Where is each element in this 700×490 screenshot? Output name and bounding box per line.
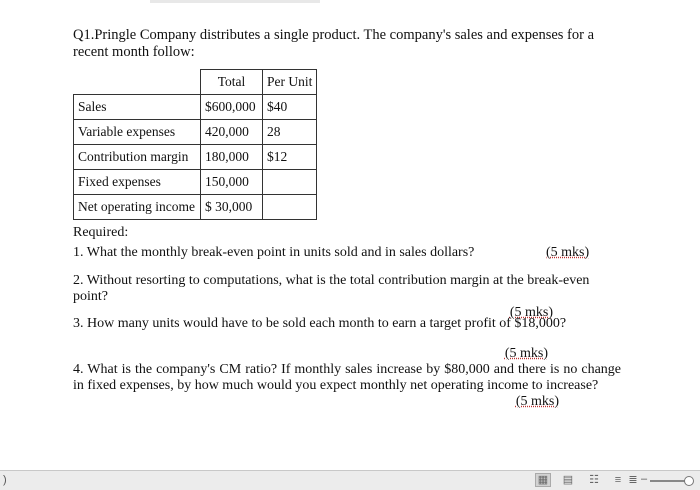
row-total: 150,000 — [201, 170, 263, 195]
question-2-marks: (5 mks) — [509, 305, 553, 320]
question-2-text: 2. Without resorting to computations, what is the total contribution margin at the break-even point? — [73, 273, 590, 304]
status-bar — [0, 470, 700, 490]
question-title: Q1.Pringle Company distributes a single product. The company's sales and expenses for a recent month follow: — [73, 27, 595, 60]
full-screen-reading-icon[interactable]: ▤ — [562, 474, 574, 486]
question-1 — [73, 245, 618, 261]
print-layout-icon[interactable]: ▦ — [535, 473, 551, 487]
table-row — [74, 195, 317, 220]
question-1-text: 1. What the monthly break-even point in units sold and in sales dollars? — [73, 245, 475, 260]
table-row — [74, 95, 317, 120]
table-row — [74, 170, 317, 195]
question-1-marks: (5 mks) — [546, 245, 590, 260]
header-blank-cell — [74, 70, 201, 95]
row-total: 180,000 — [201, 145, 263, 170]
row-per-unit: 28 — [263, 120, 317, 145]
header-total: Total — [201, 70, 263, 95]
required-label: Required: — [73, 225, 129, 240]
question-2 — [73, 273, 623, 321]
table-header-row — [74, 70, 317, 95]
row-total: $600,000 — [201, 95, 263, 120]
row-label: Fixed expenses — [74, 170, 201, 195]
question-4-text: 4. What is the company's CM ratio? If monthly sales increase by $80,000 and there is no change in fixed expenses, by how much would you expect monthly net operating income to increase? — [73, 362, 621, 393]
web-layout-icon[interactable]: ☷ — [589, 474, 599, 486]
question-3-text: 3. How many units would have to be sold each month to earn a target profit of $18,000? — [73, 316, 567, 331]
header-per-unit: Per Unit — [263, 70, 317, 95]
zoom-slider-thumb[interactable] — [684, 476, 694, 486]
row-label: Net operating income — [74, 195, 201, 220]
row-total: $ 30,000 — [201, 195, 263, 220]
row-per-unit — [263, 195, 317, 220]
row-label: Sales — [74, 95, 201, 120]
row-total: 420,000 — [201, 120, 263, 145]
question-3 — [73, 316, 618, 362]
table-row — [74, 145, 317, 170]
table-row — [74, 120, 317, 145]
row-per-unit: $12 — [263, 145, 317, 170]
draft-icon[interactable]: ≣ — [628, 474, 638, 486]
row-label: Contribution margin — [74, 145, 201, 170]
row-label: Variable expenses — [74, 120, 201, 145]
financial-table — [73, 69, 317, 220]
row-per-unit — [263, 170, 317, 195]
row-per-unit: $40 — [263, 95, 317, 120]
question-3-marks: (5 mks) — [504, 346, 548, 361]
question-4 — [73, 362, 621, 410]
zoom-out-icon[interactable]: – — [641, 473, 648, 485]
outline-icon[interactable]: ≡ — [614, 474, 622, 486]
status-left-glyph: ) — [3, 474, 7, 486]
question-4-marks: (5 mks) — [515, 394, 559, 409]
top-strip — [150, 0, 320, 3]
zoom-slider-track[interactable] — [650, 480, 688, 482]
